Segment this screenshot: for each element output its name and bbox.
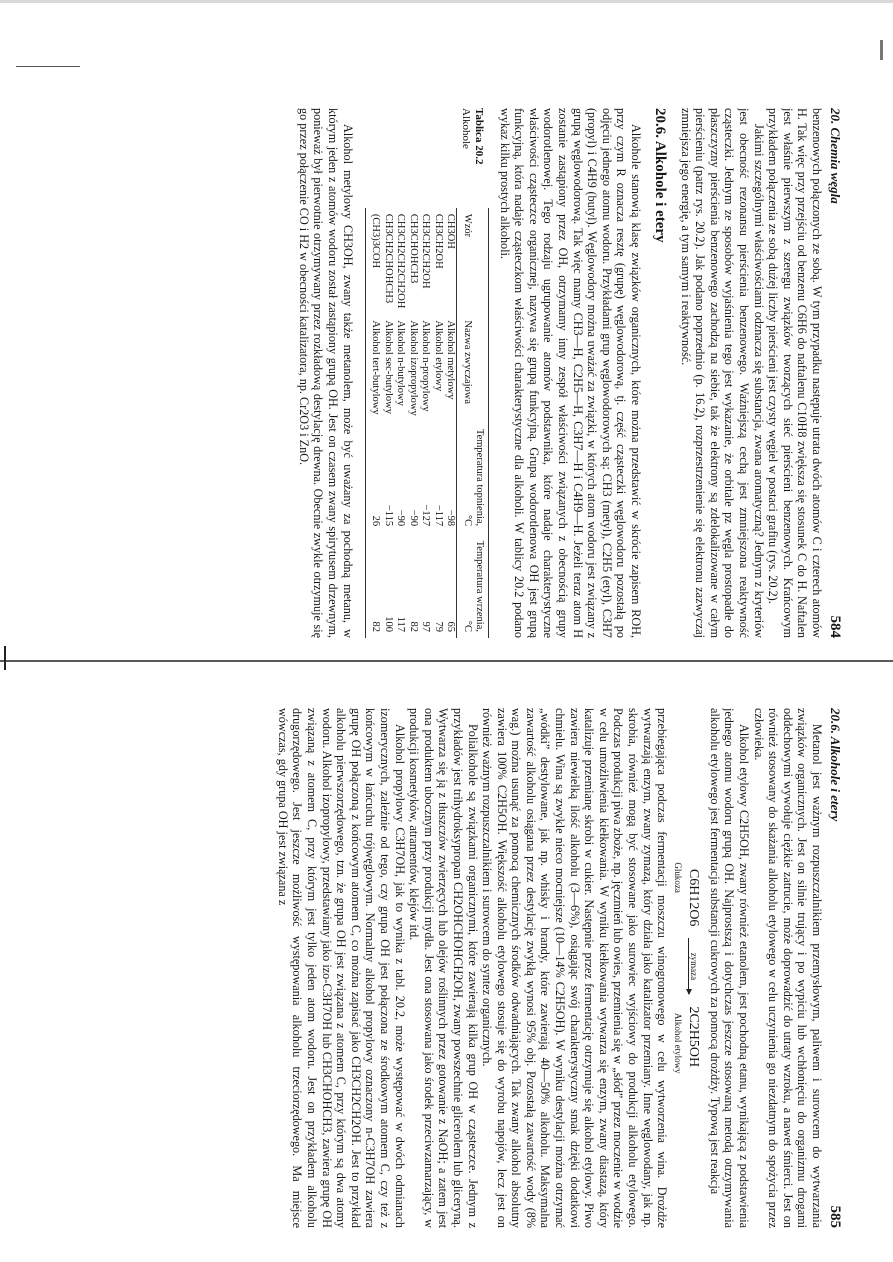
arrow-label: zymaza (688, 952, 699, 981)
cell-boiling: 117 (395, 616, 407, 632)
fermentation-paragraph: przebiegająca podczas fermentacji moszczu winogronowego w celu wytworzenia wina. Drożdże wytwarzają enzym, zwany zymazą, który działa jako katalizator przemiany. Inne węglowodany, jak np. skrobia, również mogą być stosowane jako surowiec wyjściowy do produkcji alkoholu etylowego. Podczas produkcji piwa zboże, np. jęczmień lub owies, przemienia się w „słód” przez moczenie w wodzie w celu umożliwienia kiełkowania. W wyniku kiełkowania wytwarza się enzym, zwany diastazą, który katalizuje przemianę skrobi w cukier. Następnie przez fermentację otrzymuje się alkohol etylowy. Piwo zawiera niewielką ilość alkoholu (3—6%), osiągając swój charakterystyczny smak dzięki dodatkowi chmielu. Wina są zwykle nieco mocniejsze (10—14% C2H5OH). W wyniku destylacji można otrzymać „wódki” destylowane, jak np. whisky i brandy, które zawierają 40—50% alkoholu. Maksymalna zawartość alkoholu osiągana przez destylację zwykłą wynosi 95% obj. Pozostałą zawartość wody (8% wag.) można usunąć za pomocą chemicznych środków odwadniających. Tak zwany alkohol absolutny zawiera 100% C2H5OH. Większość alkoholu etylowego stosuje się do wyrobu napojów, lecz jest on również ważnym rozpuszczalnikiem i surowcem do syntez organicznych. (480, 708, 670, 1228)
header-formula: Wzór (457, 208, 489, 315)
reaction-arrow (688, 938, 699, 994)
scan-rule (16, 66, 80, 67)
cell-name: Alkohol etylowy (432, 320, 444, 392)
reactant-label: Glukoza (673, 862, 684, 893)
alcohols-paragraph: Alkohole stanowią klasę związków organicznych, które można przedstawić w skrócie zapisem ROH, przy czym R oznacza resztę (grupę) węglowodorową, tj. część cząsteczki węglowodoru pozostałą po odjęciu jednego atomu wodoru. Przykładami grup węglowodorowych są: CH3 (metyl), C2H5 (etyl), C3H7 (propyl) i C4H9 (butyl). Węglowodory można uważać za związki, w których atom wodoru jest związany z grupą węglowodorową. Tak więc mamy CH3—H, C2H5—H, C3H7—H i C4H9—H. Jeżeli teraz atom H zostanie zastąpiony przez OH, otrzymamy inny zespół właściwości związanych z obecnością grupy wodorotlenowej. Tego rodzaju ugrupowanie atomów podstawnika, które nadaje charakterystyczne właściwości cząsteczce organicznej, nazywa się grupą funkcyjną. Grupa wodorotlenowa OH jest grupą funkcyjną, która nadaje cząsteczkom właściwości charakterystyczne dla alkoholi. W tablicy 20.2 podano wykaz kilku prostych alkoholi. (497, 108, 644, 638)
table-row (431, 208, 444, 638)
running-head (824, 108, 846, 638)
cell-boiling: 65 (445, 621, 457, 632)
page-fold-line (0, 660, 893, 662)
cell-melting: −117 (432, 504, 444, 527)
cell-boiling: 79 (432, 621, 444, 632)
cell-formula: CH3CHOHCH3 (407, 213, 419, 284)
cell-formula: CH3CH2CH2OH (420, 213, 432, 289)
table-row (394, 208, 407, 638)
cell-melting: −90 (395, 509, 407, 527)
polyalcohol-paragraph: Polialkohole są związkami organicznymi, które zawierają kilka grup OH w cząsteczce. Jednym z przykładów jest trihydroksypropan CH2OHCHOHCH2OH, zwany powszechnie glicerolem lub gliceryną. Wytwarza się ją z tłuszczów zwierzęcych lub olejów roślinnych przez gotowanie z NaOH; a zatem jest ona produktem ubocznym przy produkcji mydła. Jest ona stosowana jako środek przeciwzamarzający, w produkcji kosmetyków, atramentów, klejów itd. (407, 708, 480, 1228)
running-head-title: 20.6. Alkohole i etery (828, 708, 843, 822)
page-fold-tick (4, 646, 6, 670)
cell-melting: −98 (445, 509, 457, 527)
table-row (419, 208, 432, 638)
cell-name: Alkohol sec-butylowy (382, 320, 394, 414)
intro-paragraph: benzenowych połączonych ze sobą. W tym przypadku następuje utrata dwóch atomów C i czterech atomów H. Tak więc przy przejściu od benzenu C6H6 do naftalenu C10H8 zwiększa się stosunek C do H. Naftalen jest właśnie pierwszym z szeregu związków tworzących sieć pierścieni benzenowych. Krańcowym przykładem połączenia ze sobą dużej liczby pierścieni jest czysty węgiel w postaci grafitu (rys. 20.2). (766, 108, 824, 638)
cell-name: Alkohol n-propylowy (420, 320, 432, 412)
cell-formula: CH3CH2OH (432, 213, 444, 269)
cell-boiling: 82 (365, 532, 381, 638)
page-584 (46, 108, 846, 638)
methanol-uses-paragraph: Metanol jest ważnym rozpuszczalnikiem przemysłowym, paliwem i surowcem do wytwarzania związków organicznych. Jest on silnie trujący i po wypiciu lub wchłonięciu do organizmu drogami oddechowymi wywołuje ciężkie zatrucie, może doprowadzić do utraty wzroku, a nawet śmierci. Jest on również stosowany do skażania alkoholu etylowego w celu uczynienia go niezdatnym do spożycia przez człowieka. (751, 708, 824, 1228)
scan-corner-mark (880, 40, 883, 60)
fermentation-equation (685, 708, 701, 1228)
page-number: 584 (827, 615, 843, 638)
scan-edge (0, 0, 893, 3)
cell-formula: CH3OH (445, 213, 457, 249)
cell-formula: CH3CH2CHOHCH3 (382, 213, 394, 304)
product-label: Alkohol etylowy (673, 1012, 684, 1074)
arrow-icon (688, 938, 689, 994)
cell-melting: −90 (407, 509, 419, 527)
equation-product: 2C2H5OH (686, 1006, 702, 1068)
cell-formula: (CH3)3COH (365, 208, 381, 315)
section-title: 20.6. Alkohole i etery (652, 108, 669, 243)
cell-melting: −127 (420, 504, 432, 527)
ethanol-paragraph: Alkohol etylowy C2H5OH, zwany również etanolem, jest pochodną etanu, wynikającą z podstawienia jednego atomu wodoru grupą OH. Najprostszą i dotychczas jeszcze stosowaną metodą otrzymywania alkoholu etylowego jest fermentacja substancji cukrowych za pomocą drożdży. Typową jest reakcja (707, 708, 752, 1228)
equation-labels (673, 708, 683, 1228)
propyl-paragraph: Alkohol propylowy C3H7OH, jak to wynika z tabl. 20.2, może występować w dwóch odmianach izomerycznych, zależnie od tego, czy grupa OH jest połączona ze środkowym atomem C, czy też z końcowym w łańcuchu trójwęglowym. Normalny alkohol propylowy oznaczony n-C3H7OH zawiera grupę OH połączoną z końcowym atomem C, co można zapisać jako CH3CH2CH2OH. Jest to przykład alkoholu pierwszorzędowego, tzn. że grupa OH jest związana z atomem C, przy którym są dwa atomy wodoru. Alkohol izopropylowy, przedstawiany jako izo-C3H7OH lub CH3CHOHCH3, zawiera grupę OH związaną z atomem C, przy którym jest tylko jeden atom wodoru. Jest on przykładem alkoholu drugorzędowego. Jest jeszcze możliwość występowania alkoholu trzeciorzędowego. Ma miejsce wówczas, gdy grupa OH jest związana z (275, 708, 407, 1228)
alcohols-table-block (365, 108, 490, 638)
cell-boiling: 82 (407, 621, 419, 632)
header-name: Nazwa zwyczajowa (457, 314, 489, 421)
alcohols-table (365, 208, 490, 638)
page-number: 585 (827, 1205, 843, 1228)
table-header-row (457, 208, 489, 638)
cell-melting: −115 (382, 504, 394, 527)
table-row (444, 208, 457, 638)
cell-name: Alkohol izopropylowy (407, 320, 419, 416)
cell-name: Alkohol n-butylowy (395, 320, 407, 406)
cell-name: Alkohol tert-butylowy (365, 314, 381, 421)
table-row (406, 208, 419, 638)
table-number: Tablica 20.2 (473, 108, 486, 165)
aromaticity-paragraph: Jakimi szczególnymi właściwościami odznacza się substancja, zwana aromatyczną? Jednym z kryteriów jest obecność rezonansu pierścienia benzenowego. Ważniejszą cechą jest zmniejszona reaktywność cząsteczki. Jednym ze sposobów wyjaśnienia tego jest wykazanie, że orbitale pz węgla prostopadłe do płaszczyzny pierścienia benzenowego zachodzą na siebie, tak że elektrony są zdelokalizowane w całym pierścieniu (patrz rys. 20.2). Jak podano poprzednio (p. 16.2), rozprzestrzenienie się elektronu zazwyczaj zmniejsza jego energię, a tym samym i reaktywność. (678, 108, 766, 638)
cell-boiling: 97 (420, 621, 432, 632)
table-title: Alkohole (460, 108, 473, 149)
table-row (365, 208, 381, 638)
header-boiling: Temperatura wrzenia, °C (457, 532, 489, 638)
running-head-title: 20. Chemia węgla (828, 108, 843, 204)
page-585 (46, 708, 846, 1228)
header-melting: Temperatura topnienia, °C (457, 422, 489, 532)
cell-melting: 26 (365, 422, 381, 532)
equation-reactant: C6H12O6 (686, 868, 702, 927)
running-head (824, 708, 846, 1228)
table-row (381, 208, 394, 638)
methanol-paragraph: Alkohol metylowy CH3OH, zwany także metanolem, może być uważany za pochodną metanu, w którym jeden z atomów wodoru został zastąpiony grupą OH. Jest on czasem zwany spirytusem drzewnym, ponieważ był pierwotnie otrzymywany przez rozkładową destylację drewna. Obecnie zwykle otrzymuje się go przez połączenie CO i H2 w obecności katalizatora, np. Cr2O3 i ZnO. (296, 108, 355, 638)
cell-formula: CH3CH2CH2CH2OH (395, 213, 407, 309)
cell-name: Alkohol metylowy (445, 320, 457, 400)
table-caption (365, 108, 490, 208)
cell-boiling: 100 (382, 616, 394, 632)
